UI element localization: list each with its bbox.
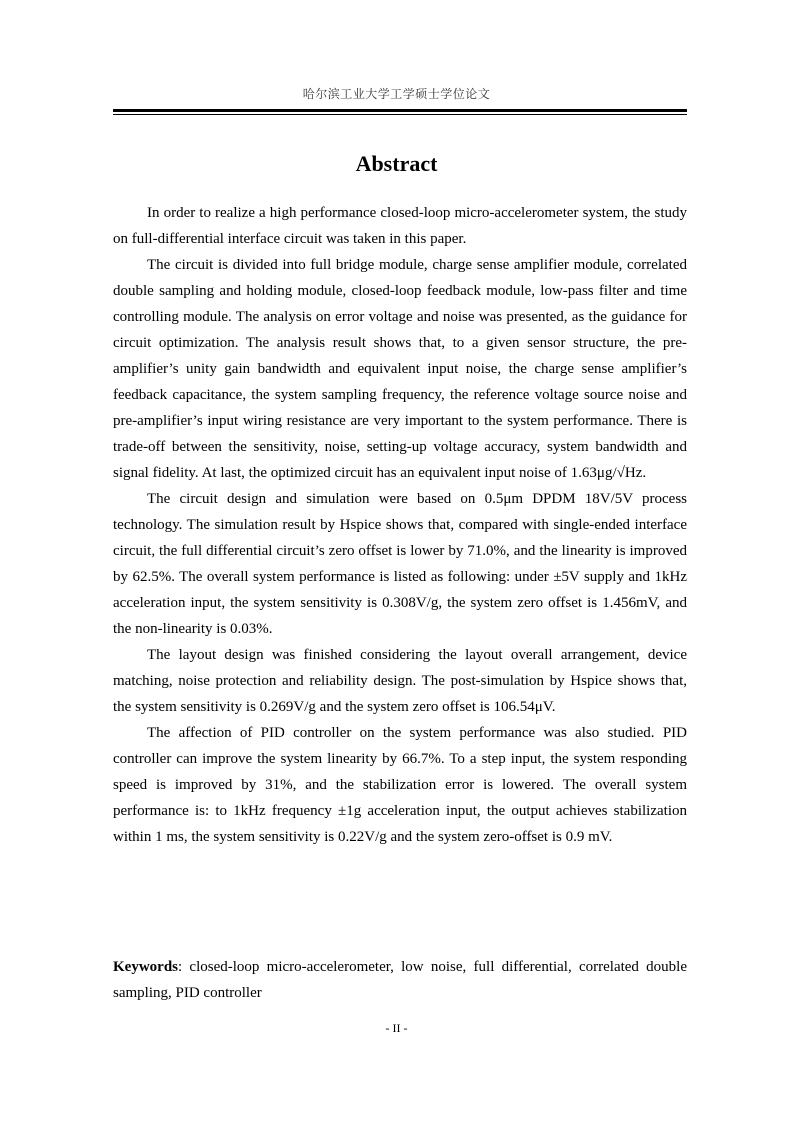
abstract-body xyxy=(113,200,687,850)
page-number: - II - xyxy=(385,1021,408,1035)
keywords-label: Keywords xyxy=(113,959,178,975)
abstract-paragraph-5: The affection of PID controller on the system performance was also studied. PID controller can improve the system linearity by 66.7%. To a step input, the system responding speed is improved by 31%, and the stabilization error is lowered. The overall system performance is: to 1kHz frequency ±1g acceleration input, the output achieves stabilization within 1 ms, the system sensitivity is 0.22V/g and the system zero-offset is 0.9 mV. xyxy=(113,725,687,845)
keywords-separator: : xyxy=(178,959,190,975)
abstract-heading: Abstract xyxy=(355,151,438,176)
header-rule-thin xyxy=(113,114,687,115)
abstract-paragraph-2: The circuit is divided into full bridge module, charge sense amplifier module, correlated double sampling and holding module, closed-loop feedback module, low-pass filter and time controlling module. The analysis on error voltage and noise was presented, as the guidance for circuit optimization. The analysis result shows that, to a given sensor structure, the pre-amplifier’s unity gain bandwidth and equivalent input noise, the charge sense amplifier’s feedback capacitance, the system sampling frequency, the reference voltage source noise and pre-amplifier’s input wiring resistance are very important to the system performance. There is trade-off between the sensitivity, noise, setting-up voltage accuracy, system bandwidth and signal fidelity. At last, the optimized circuit has an equivalent input noise of 1.63μg/√Hz. xyxy=(113,257,687,481)
abstract-paragraph-4: The layout design was finished considering the layout overall arrangement, device matching, noise protection and reliability design. The post-simulation by Hspice shows that, the system sensitivity is 0.269V/g and the system zero offset is 106.54μV. xyxy=(113,647,687,715)
running-header: 哈尔滨工业大学工学硕士学位论文 xyxy=(302,87,491,101)
keywords-line xyxy=(113,954,687,1006)
abstract-paragraph-1: In order to realize a high performance closed-loop micro-accelerometer system, the study on full-differential interface circuit was taken in this paper. xyxy=(113,205,687,247)
abstract-paragraph-3: The circuit design and simulation were based on 0.5μm DPDM 18V/5V process technology. The simulation result by Hspice shows that, compared with single-ended interface circuit, the full differential circuit’s zero offset is lower by 71.0%, and the linearity is improved by 62.5%. The overall system performance is listed as following: under ±5V supply and 1kHz acceleration input, the system sensitivity is 0.308V/g, the system zero offset is 1.456mV, and the non-linearity is 0.03%. xyxy=(113,491,687,637)
keywords-text: closed-loop micro-accelerometer, low noise, full differential, correlated double sampling, PID controller xyxy=(113,959,688,1001)
header-rule-thick xyxy=(113,109,687,112)
